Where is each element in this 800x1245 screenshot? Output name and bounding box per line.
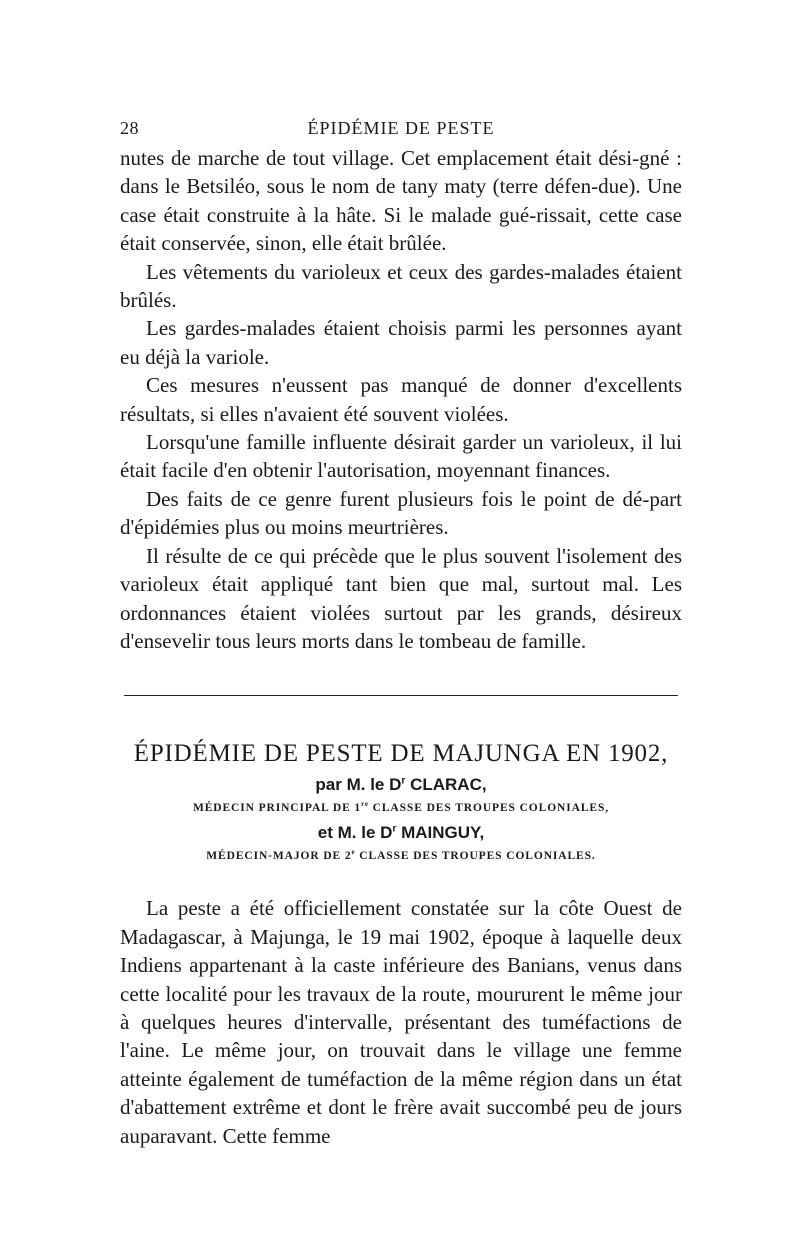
running-head — [120, 112, 682, 144]
running-title: ÉPIDÉMIE DE PESTE — [307, 118, 495, 138]
paragraph-continued: nutes de marche de tout village. Cet emplacement était dési-gné : dans le Betsiléo, sous le nom de tany maty (terre défen-due). Une case était construite à la hâte. Si le malade gué-rissait, cette case était conservée, sinon, elle était brûlée. — [120, 146, 682, 256]
author-byline-1: par M. le $D^r$ CLARAC, — [315, 775, 487, 795]
paragraph: Lorsqu'une famille influente désirait garder un varioleux, il lui était facile d'en obtenir l'autorisation, moyennant finances. — [120, 430, 682, 483]
article-body — [120, 894, 682, 1150]
paragraph: La peste a été officiellement constatée sur la côte Ouest de Madagascar, à Majunga, le 19 mai 1902, époque à laquelle deux Indiens appartenant à la caste inférieure des Banians, venus dans cette localité pour les travaux de la route, moururent le même jour à quelques heures d'intervalle, présentant des tuméfactions de l'aine. Le même jour, on trouvait dans le village une femme atteinte également de tuméfaction de la même région dans un état d'abattement extrême et dont le frère avait succombé peu de jours auparavant. Cette femme — [120, 896, 682, 1148]
author-affiliation-1: MÉDECIN PRINCIPAL DE 1re CLASSE DES TROUPES COLONIALES, — [192, 801, 610, 815]
author-affiliation-2: MÉDECIN-MAJOR DE 2e CLASSE DES TROUPES COLONIALES. — [206, 849, 596, 863]
paragraph: Il résulte de ce qui précède que le plus souvent l'isolement des varioleux était appliqué tant bien que mal, surtout mal. Les ordonnances étaient violées surtout par les grands, désireux d'ensevelir tous leurs morts dans le tombeau de famille. — [120, 543, 682, 653]
paragraph: Des faits de ce genre furent plusieurs fois le point de dé-part d'épidémies plus ou moins meurtrières. — [120, 486, 682, 540]
page-number: 28 — [120, 118, 139, 138]
paragraph: Ces mesures n'eussent pas manqué de donner d'excellents résultats, si elles n'avaient été souvent violées. — [120, 373, 682, 426]
article-title: ÉPIDÉMIE DE PESTE DE MAJUNGA EN 1902, — [133, 740, 669, 768]
paragraph: Les gardes-malades étaient choisis parmi les personnes ayant eu déjà la variole. — [120, 316, 682, 369]
section-divider — [124, 695, 678, 696]
continued-text — [120, 144, 682, 655]
book-page — [120, 112, 682, 1150]
author-byline-2: et M. le $D^r$ MAINGUY, — [317, 823, 485, 843]
paragraph: Les vêtements du varioleux et ceux des gardes-malades étaient brûlés. — [120, 259, 682, 313]
